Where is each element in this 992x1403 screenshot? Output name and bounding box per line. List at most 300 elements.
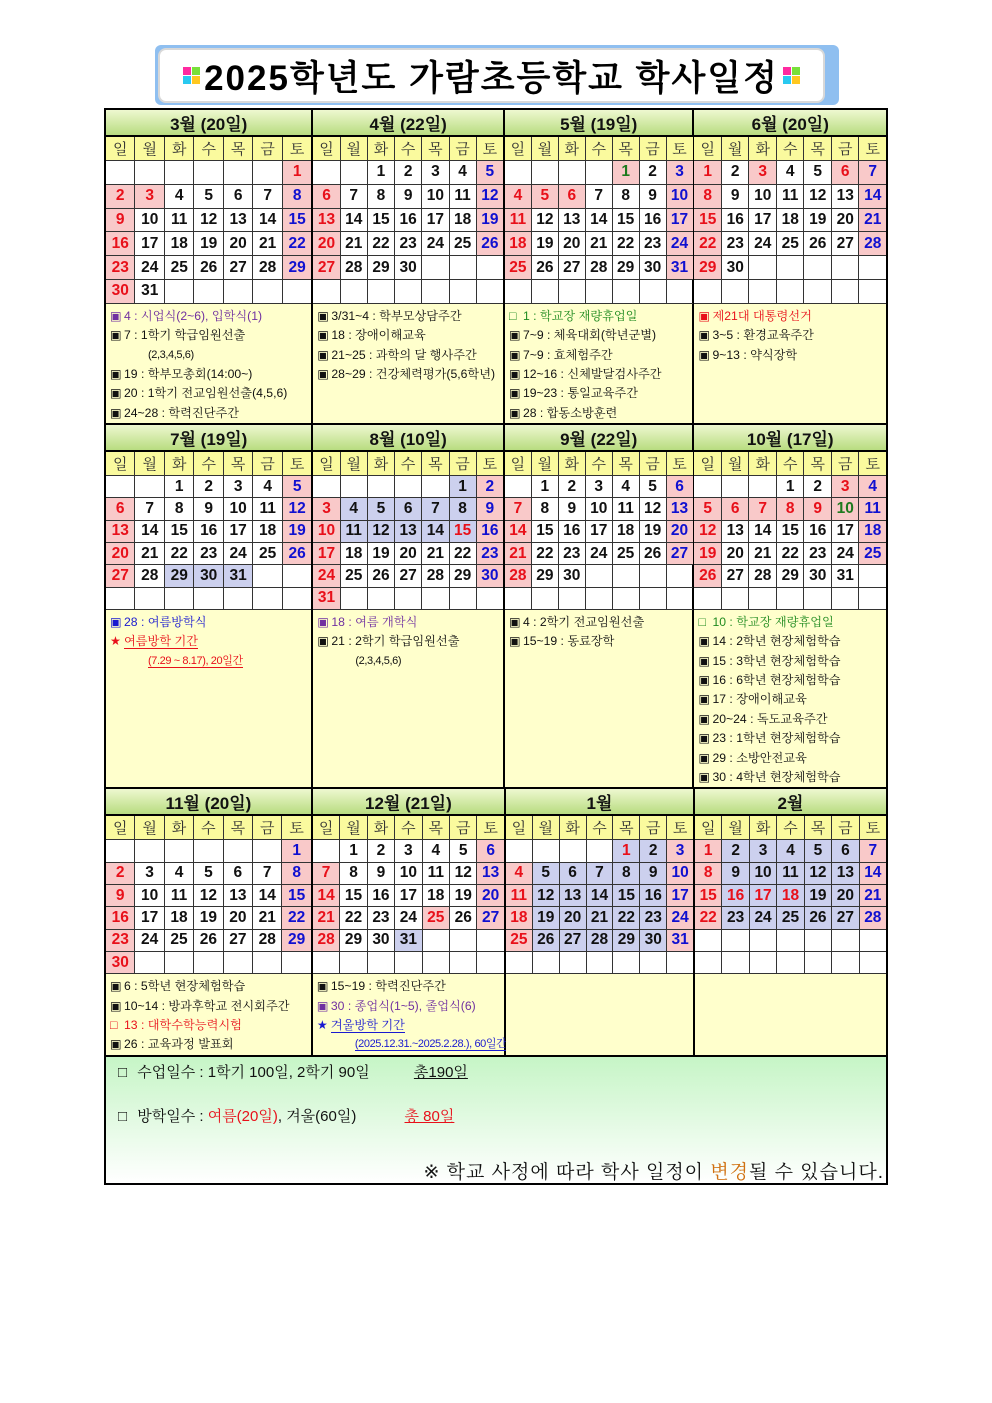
weekday-label: 월 [533,816,560,840]
day-cell: 9 [395,185,422,209]
week-row [506,930,693,952]
day-cell: 28 [253,930,282,952]
weekday-label: 목 [224,452,253,476]
weekday-label: 목 [224,137,253,161]
event-text: 여름방학 기간 [124,634,199,649]
day-cell: 7 [860,840,886,862]
day-cell: 28 [749,565,777,587]
day-cell: 10 [395,863,422,885]
day-cell: 13 [224,209,253,233]
weekday-label: 월 [722,137,750,161]
day-cell [667,280,693,304]
day-cell: 26 [805,907,832,929]
day-cell [135,161,164,185]
week-row [694,161,886,185]
day-cell: 8 [450,498,477,520]
notice-highlight: 변경 [710,1161,750,1183]
weekday-label: 화 [749,137,777,161]
square-bullet-icon: ▣ [508,347,521,362]
weekday-label: 수 [194,137,223,161]
day-cell: 22 [282,907,310,929]
day-cell: 6 [832,161,860,185]
day-cell: 20 [667,521,693,543]
day-cell: 29 [694,256,722,280]
square-bullet-icon: ▣ [317,347,329,362]
day-cell: 5 [804,161,832,185]
day-cell: 13 [559,209,586,233]
month-header: 5월 (19일) [505,110,693,137]
weekday-label: 월 [532,137,559,161]
events-list [106,610,311,788]
event-text: 20 : 1학기 전교임원선출(4,5,6) [124,386,288,401]
day-cell [165,840,194,862]
day-cell [722,280,750,304]
square-bullet-icon: ▣ [317,328,329,343]
event-text: 26 : 교육과정 발표회 [124,1037,234,1052]
day-cell: 10 [586,498,613,520]
day-cell [722,588,750,610]
square-bullet-icon: ▣ [698,347,710,362]
day-cell: 20 [832,209,860,233]
day-cell [832,952,859,974]
day-cell: 16 [640,885,667,907]
day-cell: 20 [224,232,253,256]
day-cell: 17 [667,209,693,233]
weekday-label: 목 [613,816,640,840]
day-cell [749,476,777,498]
day-cell: 25 [423,907,450,929]
day-cell: 7 [586,185,613,209]
event-item [110,632,311,651]
day-cell: 16 [106,907,135,929]
event-item [698,690,886,709]
day-cell [613,565,640,587]
day-cell: 21 [587,907,614,929]
day-cell: 27 [667,543,693,565]
day-cell: 4 [341,498,368,520]
weekday-row [695,816,886,840]
event-item [509,404,693,423]
weekday-label: 수 [777,137,805,161]
day-cell: 5 [805,840,832,862]
day-cell: 15 [694,209,722,233]
event-item [110,404,311,423]
day-cell: 6 [224,185,253,209]
class-days-line [118,1061,468,1082]
day-cell: 17 [667,885,693,907]
day-cell: 5 [283,476,311,498]
day-cell: 19 [283,521,311,543]
weekday-label: 화 [165,452,194,476]
day-cell [313,952,340,974]
day-cell: 22 [613,232,640,256]
square-bullet-icon: ▣ [110,366,122,381]
weekday-label: 토 [477,816,503,840]
week-row [505,476,693,498]
weekday-label: 금 [253,452,282,476]
day-cell [224,840,253,862]
day-cell: 7 [587,863,614,885]
day-cell: 18 [341,543,368,565]
weekday-label: 화 [368,816,395,840]
day-cell: 14 [586,209,613,233]
weekday-label: 화 [368,452,395,476]
events-list [505,304,693,423]
week-row [506,907,693,929]
day-cell [368,952,395,974]
day-cell: 16 [106,232,135,256]
event-item [317,346,503,365]
square-bullet-icon: ▣ [110,614,122,629]
day-cell [722,476,750,498]
weekday-label: 월 [722,816,749,840]
day-cell [532,588,559,610]
day-cell: 21 [749,543,777,565]
square-bullet-icon: ▣ [698,731,710,746]
week-row [505,588,693,610]
day-cell [832,280,860,304]
weekday-label: 토 [859,137,886,161]
week-row [106,543,311,565]
month-block [694,425,886,787]
week-row [695,840,886,862]
weekday-label: 토 [282,816,310,840]
weekday-label: 월 [340,816,367,840]
day-cell: 15 [283,209,311,233]
day-cell [283,280,311,304]
month-header: 4월 (22일) [313,110,503,137]
week-row [313,907,504,929]
month-header: 9월 (22일) [505,425,693,452]
day-cell: 11 [859,498,886,520]
week-row [694,280,886,304]
day-cell: 3 [667,840,693,862]
day-cell: 6 [722,498,750,520]
week-row [106,840,311,862]
week-row [313,840,504,862]
month-header: 1월 [506,789,693,816]
day-cell: 22 [532,543,559,565]
weekday-row [106,137,311,161]
day-cell: 29 [283,256,311,280]
day-cell: 6 [395,498,422,520]
day-cell: 10 [749,185,777,209]
day-cell: 27 [559,256,586,280]
calendar-row-band [106,425,886,789]
weekday-label: 수 [395,452,422,476]
day-cell: 7 [749,498,777,520]
event-item [317,1035,507,1054]
day-cell: 22 [694,232,722,256]
day-cell: 18 [777,885,804,907]
day-cell [423,930,450,952]
event-text: (2025.12.31.~2025.2.28.), 60일간 [354,1038,507,1051]
weekday-label: 토 [667,137,693,161]
day-cell: 11 [341,521,368,543]
day-cell: 12 [805,863,832,885]
day-cell [777,588,805,610]
event-item [698,729,886,748]
day-cell: 17 [749,209,777,233]
day-cell [450,952,477,974]
day-cell: 3 [667,161,693,185]
events-list [506,974,693,1055]
day-cell: 6 [313,185,340,209]
week-row [506,863,693,885]
weekday-label: 수 [586,452,613,476]
day-cell: 19 [368,543,395,565]
day-cell: 17 [422,209,449,233]
day-cell: 12 [477,185,503,209]
day-cell: 30 [722,256,750,280]
day-cell: 22 [368,232,395,256]
day-cell: 21 [253,907,282,929]
square-bullet-icon: ▣ [508,614,521,629]
day-cell: 27 [313,256,340,280]
week-row [505,498,693,520]
day-cell: 10 [667,863,693,885]
day-cell [477,280,503,304]
month-header: 8월 (10일) [313,425,503,452]
weekday-label: 일 [106,137,135,161]
summary-footer [106,1057,886,1183]
day-cell: 22 [613,907,640,929]
day-cell [224,588,253,610]
event-text: 28 : 여름방학식 [124,614,207,629]
square-bullet-icon: ▣ [698,634,710,649]
day-cell [106,840,135,862]
week-row [313,521,503,543]
week-row [106,907,311,929]
day-cell [859,565,886,587]
day-cell: 17 [395,885,422,907]
day-cell: 4 [613,476,640,498]
day-cell: 25 [859,543,886,565]
day-cell: 6 [559,185,586,209]
day-cell [749,256,777,280]
week-row [506,885,693,907]
day-cell: 27 [832,907,859,929]
day-cell [859,280,886,304]
event-item [698,768,886,787]
day-cell: 2 [640,161,667,185]
event-item [110,1016,311,1035]
star-icon: ★ [316,1017,328,1032]
square-bullet-icon: ▣ [508,366,521,381]
day-cell: 18 [859,521,886,543]
day-cell [586,565,613,587]
event-text: 15~19 : 학력진단주간 [330,979,446,994]
week-row [506,952,693,974]
week-row [106,885,311,907]
day-cell [505,161,532,185]
vacation-days-line [118,1105,454,1126]
week-row [313,885,504,907]
day-cell: 20 [106,543,135,565]
weekday-label: 목 [804,137,832,161]
day-cell: 12 [804,185,832,209]
day-cell: 30 [804,565,832,587]
notice-text: ※ 학교 사정에 따라 학사 일정이 [423,1161,711,1183]
weekday-label: 수 [777,816,804,840]
day-cell [194,280,223,304]
day-cell: 5 [640,476,667,498]
day-cell [422,280,449,304]
day-cell: 8 [777,498,805,520]
day-cell [805,952,832,974]
day-cell [586,588,613,610]
square-bullet-icon: ▣ [698,711,710,726]
week-row [313,185,503,209]
month-header: 2월 [695,789,886,816]
day-cell [559,161,586,185]
day-cell: 23 [395,232,422,256]
day-cell: 28 [860,907,886,929]
day-cell: 14 [505,521,532,543]
day-cell: 17 [832,521,860,543]
month-block [506,789,693,1054]
day-cell [253,840,282,862]
day-cell: 19 [477,209,503,233]
event-item [509,307,693,326]
day-cell: 4 [253,476,282,498]
day-cell [283,588,311,610]
day-cell [859,256,886,280]
day-cell [722,930,749,952]
weekday-label: 일 [505,452,532,476]
square-bullet-icon: ▣ [110,308,122,323]
event-item [317,632,503,651]
day-cell: 21 [859,209,886,233]
day-cell: 8 [695,863,722,885]
day-cell: 21 [253,232,282,256]
weekday-label: 월 [135,816,164,840]
day-cell: 6 [560,863,587,885]
events-list [313,304,503,423]
day-cell: 24 [832,543,860,565]
weekday-label: 목 [423,816,450,840]
day-cell: 15 [613,209,640,233]
day-cell: 31 [313,588,340,610]
event-text: 30 : 4학년 현장체험학습 [712,770,841,785]
day-cell: 8 [340,863,367,885]
weekday-label: 목 [804,452,832,476]
day-cell: 13 [477,863,503,885]
day-cell [560,840,587,862]
day-cell: 26 [450,907,477,929]
weekday-label: 일 [694,452,722,476]
week-row [695,930,886,952]
day-cell: 1 [532,476,559,498]
day-cell: 1 [165,476,194,498]
weekday-label: 일 [506,816,533,840]
day-cell: 12 [450,863,477,885]
day-cell: 25 [613,543,640,565]
weekday-label: 목 [613,137,640,161]
day-cell [477,588,503,610]
day-cell: 1 [613,161,640,185]
day-cell: 27 [106,565,135,587]
day-cell: 26 [194,256,223,280]
day-cell: 4 [165,185,194,209]
day-cell: 12 [533,885,560,907]
day-cell: 1 [368,161,395,185]
day-cell [587,840,614,862]
day-cell: 26 [533,930,560,952]
weekday-label: 목 [422,137,449,161]
weekday-label: 일 [313,452,340,476]
week-row [106,476,311,498]
square-bullet-icon: ▣ [698,653,710,668]
day-cell [533,952,560,974]
checkbox-icon: □ [118,1107,128,1125]
day-cell: 3 [135,185,164,209]
day-cell [559,280,586,304]
event-item [110,977,311,996]
day-cell: 2 [368,840,395,862]
day-cell: 1 [340,840,367,862]
calendar-row-band [106,789,886,1056]
event-item [509,632,693,651]
weekday-label: 일 [313,816,340,840]
day-cell: 1 [777,476,805,498]
day-cell [832,588,860,610]
day-cell: 11 [613,498,640,520]
day-cell: 2 [106,863,135,885]
day-cell: 13 [560,885,587,907]
event-item [509,326,693,345]
day-cell: 30 [368,930,395,952]
day-cell: 27 [832,232,860,256]
event-item [317,326,503,345]
day-cell: 24 [135,930,164,952]
day-cell: 16 [477,521,503,543]
day-cell: 2 [106,185,135,209]
day-cell: 16 [804,521,832,543]
day-cell: 2 [559,476,586,498]
square-bullet-icon: ▣ [508,405,521,420]
event-text: 28 : 합동소방훈련 [522,405,618,420]
events-list [694,304,886,423]
day-cell: 25 [253,543,282,565]
week-row [313,588,503,610]
day-cell [613,588,640,610]
day-cell [805,930,832,952]
weekday-label: 금 [450,137,477,161]
day-cell [586,161,613,185]
day-cell: 18 [450,209,477,233]
week-row [106,565,311,587]
day-cell: 2 [194,476,223,498]
week-row [106,498,311,520]
week-row [313,256,503,280]
day-cell: 22 [340,907,367,929]
square-bullet-icon: ▣ [698,328,710,343]
week-row [505,161,693,185]
day-cell: 19 [804,209,832,233]
day-cell: 24 [749,232,777,256]
day-cell [253,280,282,304]
day-cell [750,952,777,974]
day-cell: 13 [722,521,750,543]
weekday-label: 토 [477,452,503,476]
day-cell: 26 [477,232,503,256]
day-cell: 9 [559,498,586,520]
weekday-row [313,452,503,476]
month-block [313,110,503,423]
day-cell: 5 [694,498,722,520]
day-cell [340,952,367,974]
